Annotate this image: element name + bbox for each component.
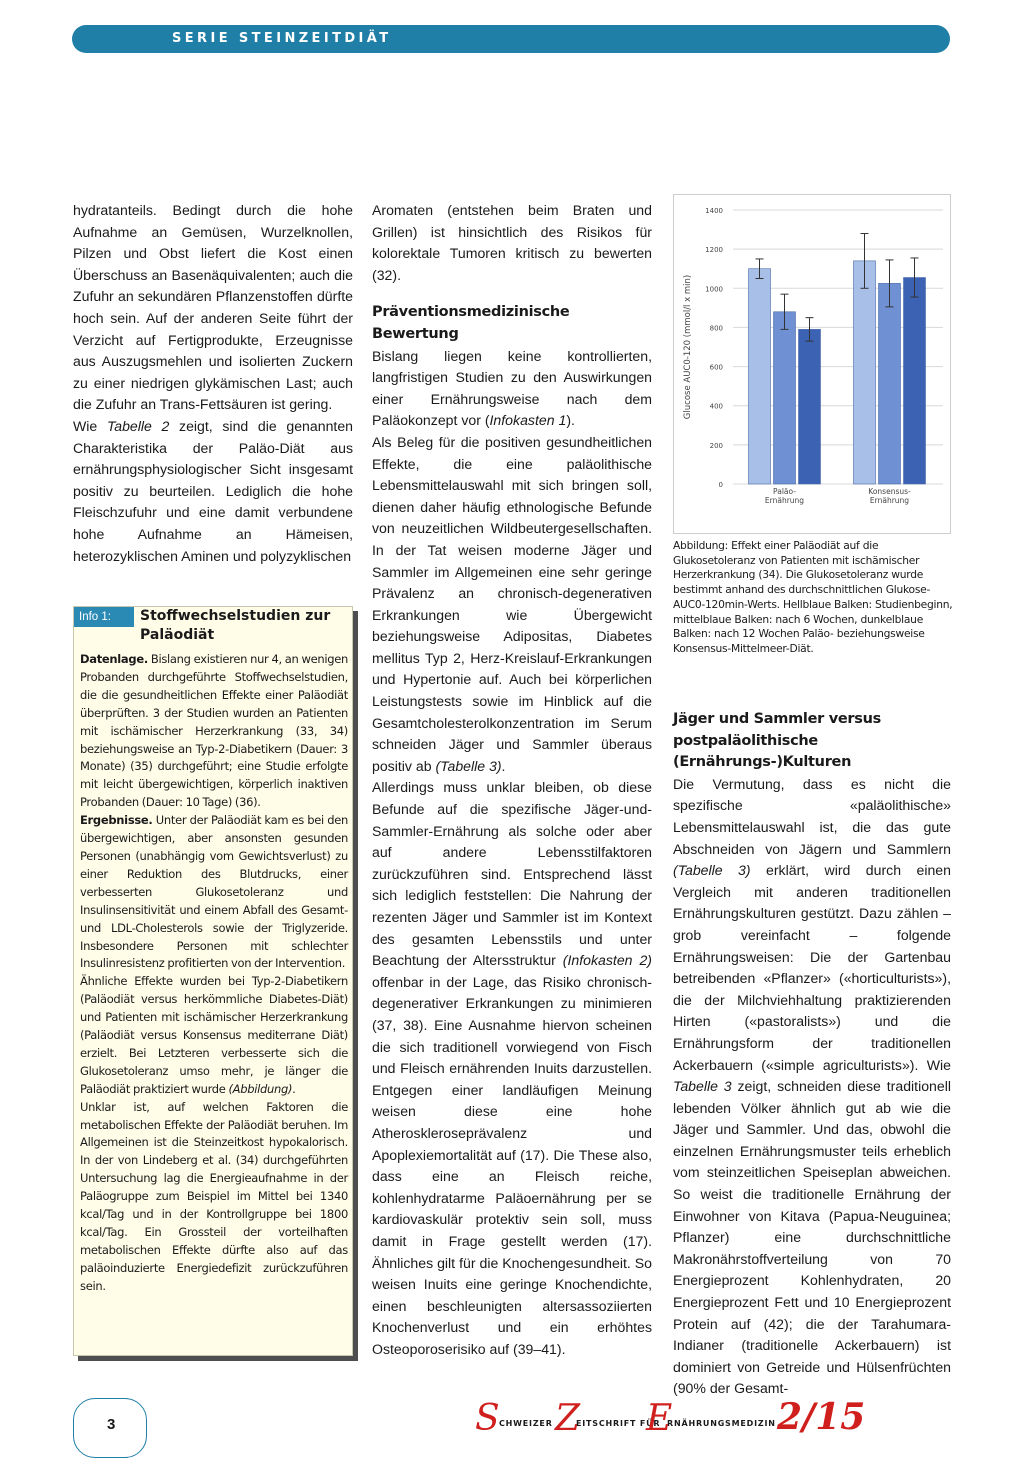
infobox-reference: (Infokasten 2) [562,952,652,969]
paragraph: Aromaten (entstehen beim Braten und Grillen) ist hinsichtlich des Risikos für kolorektale Tumoren kritisch zu bewerten (32). [372,202,652,283]
journal-letter-s: S [475,1398,500,1439]
figure-caption: Abbildung: Effekt einer Paläodiät auf die Glukosetoleranz von Patienten mit ischämischer Herzerkrankung (34). Die Glukosetoleranz wurde bestimmt anhand des durchschnittlichen Glukose-AUC0-120min-Werts. Hellblaue Balken: Studienbeginn, mittelblaue Balken: nach 6 Wochen, dunkelblaue Balken: nach 12 Wochen Paläo- beziehungsweise Konsensus-Mittelmeer-Diät. [673,539,953,655]
journal-word: EITSCHRIFT FÜR [576,1419,661,1428]
paragraph: Bislang liegen keine kontrollierten, langfristigen Studien zu den Auswirkungen einer Ernährungsweise nach dem Paläokonzept vor (Infokasten 1). [372,347,652,429]
table-reference: (Tabelle 3) [673,862,751,879]
journal-letter-z: Z [555,1398,581,1439]
y-tick-label: 1200 [705,246,723,255]
y-tick-label: 0 [718,481,723,489]
series-banner [72,25,950,53]
paragraph: hydratanteils. Bedingt durch die hohe Aufnahme an Gemüsen, Wurzelknollen, Pilzen und Obst liefert die Kost einen Überschuss an Basenäquivalenten; auch die Zufuhr an sekundären Pflanzenstoffen dürfte hoch sein. Auf der anderen Seite führt der Verzicht auf Fertigprodukte, Erzeugnisse aus Auszugsmehlen und isolierten Zuckern zu einer niedrigen glykämischen Last; auch die Zufuhr an Trans-Fettsäuren ist gering. [73,202,353,413]
table-reference: Tabelle 2 [106,417,170,434]
x-category-label: Paläo- [773,487,796,496]
bar [854,261,876,484]
y-tick-label: 200 [709,441,723,450]
journal-logo [475,1398,955,1448]
info-box-tag: Info 1: [74,607,134,627]
journal-word: CHWEIZER [499,1419,553,1428]
paragraph: Ähnliche Effekte wurden bei Typ-2-Diabetikern (Paläodiät versus herkömmliche Diabetes-Diät) und Patienten mit ischämischer Herzerkrankung (Paläodiät versus Konsensus mediterrane Diät) erzielt. Bei Letzteren verbesserte sich die Glukosetoleranz umso mehr, je länger die Paläodiät praktiziert wurde (Abbildung). [80,974,348,1096]
section-heading: Jäger und Sammler versus postpaläolithische (Ernährungs-)Kulturen [673,711,881,771]
table-reference: Tabelle 3 [673,1078,732,1095]
series-title: SERIE STEINZEITDIÄT [172,31,392,46]
infobox-reference: Infokasten 1 [489,412,567,429]
info-box-title: Stoffwechselstudien zur Paläodiät [140,608,331,643]
bar [904,278,926,484]
info-box-body [80,651,348,1296]
page-number-box [73,1398,147,1458]
paragraph: Allerdings muss unklar bleiben, ob diese Befunde auf die spezifische Jäger-und-Sammler-Ernährung als solche oder aber auf andere Lebensstilfaktoren zurückzuführen sind. Entsprechend lässt sich lediglich feststellen: Die Nahrung der rezenten Jäger und Sammler ist im Kontext des gesamten Lebensstils und unter Beachtung der Altersstruktur (Infokasten 2) offenbar in der Lage, das Risiko chronisch-degenerativer Erkrankungen zu minimieren (37, 38). Eine Ausnahme hiervon scheinen die sich traditionell vorwiegend von Fisch und Fleisch ernährenden Inuits darzustellen. Entgegen einer landläufigen Meinung weisen diese eine hohe Atheroskleroseprävalenz und Apoplexiemortalität auf (17). Die These also, dass eine an Fleisch reiche, kohlenhydratarme Paläoernährung per se kardiovaskulär protektiv sein soll, muss damit in Frage gestellt werden (17). Ähnliches gilt für die Knochengesundheit. So weisen Inuits eine geringe Knochendichte, einen beschleunigten altersassoziierten Knochenverlust und ein erhöhtes Osteoporoserisiko auf (39–41). [372,779,652,1357]
y-tick-label: 1400 [705,207,723,215]
x-category-label: Konsensus- [868,487,911,496]
paragraph: Als Beleg für die positiven gesundheitlichen Effekte, die eine paläolithische Lebensmittelauswahl mit sich bringen soll, dienen daher häufig ethnologische Befunde von neuzeitlichen Wildbeutergesellschaften. In der Tat weisen moderne Jäger und Sammler im Allgemeinen eine sehr geringe Prävalenz an chronisch-degenerativen Erkrankungen wie Übergewicht beziehungsweise Adipositas, Diabetes mellitus Typ 2, Herz-Kreislauf-Erkrankungen und Hypertonie auf. Auch bei körperlichen Leistungstests sowie im Hinblick auf die Gesamtcholesterolkonzentration im Serum schneiden Jäger und Sammler überaus positiv ab (Tabelle 3). [372,433,652,774]
paragraph: Die Vermutung, dass es nicht die spezifische «paläolithische» Lebensmittelauswahl ist, die das gute Abschneiden von Jägern und Sammlern (Tabelle 3) erklärt, wird durch einen Vergleich mit anderen traditionellen Ernährungskulturen gestützt. Dazu zählen – grob vereinfacht – folgende Ernährungsweisen: Die der Gartenbau betreibenden «Pflanzer» («horticulturists»), die der Milchviehhaltung praktizierenden Hirten («pastoralists») und die Ernährungsform der traditionellen Ackerbauern («simple agriculturists»). Wie Tabelle 3 zeigt, schneiden diese traditionell lebenden Völker ähnlich gut ab wie die Jäger und Sammler. Und das, obwohl die einzelnen Ernährungsmuster teils erheblich vom steinzeitlichen Speiseplan abweichen. So weist die traditionelle Ernährung der Einwohner von Kitava (Papua-Neuguinea; Pflanzer) eine durchschnittliche Makronährstoffverteilung von 70 Energieprozent Kohlenhydraten, 20 Energieprozent Fett und 10 Energieprozent Protein auf (42); die der Tarahumara-Indianer (traditionelle Ackerbauern) ist dominiert von Getreide und Hülsenfrüchten (90% der Gesamt- [673,775,951,1397]
text-column-1 [73,200,353,567]
bar [879,283,901,484]
table-reference: (Tabelle 3) [435,757,502,774]
x-category-label: Ernährung [869,496,910,505]
journal-word: RNÄHRUNGSMEDIZIN [667,1419,776,1428]
bar [749,269,771,484]
y-axis-label: Glucose AUC0-120 (mmol/l x min) [683,274,693,420]
text-column-2 [372,200,652,1360]
page-number: 3 [107,1416,116,1433]
journal-letter-e: E [646,1398,673,1439]
journal-issue: 2/15 [777,1396,866,1438]
bar [774,312,796,484]
paragraph: Wie Tabelle 2 zeigt, sind die genannten Charakteristika der Paläo-Diät aus ernährungsphysiologischer Sicht insgesamt positiv zu beurteilen. Lediglich die hohe Fleischzufuhr und eine damit verbundene hohe Aufnahme an Hämeisen, heterozyklischen Aminen und polyzyklischen [73,417,353,564]
info-box [73,606,353,1356]
paragraph: Datenlage. Bislang existieren nur 4, an wenigen Probanden durchgeführte Stoffwechselstudien, die die gesundheitlichen Effekte einer Paläodiät überprüften. 3 der Studien wurden an Patienten mit ischämischer Herzerkrankung (33, 34) beziehungsweise an Typ-2-Diabetikern (Dauer: 3 Monate) (35) durchgeführt; eine Studie erfolgte mit leicht übergewichtigen, körperlich inaktiven Probanden (Dauer: 10 Tage) (36). [80,652,348,810]
y-tick-label: 800 [709,324,723,333]
glucose-bar-chart [673,194,951,534]
text-column-3 [673,709,951,1400]
section-heading: Präventionsmedizinische Bewertung [372,304,570,342]
x-category-label: Ernährung [764,496,805,505]
figure-reference: (Abbildung) [228,1081,293,1096]
y-tick-label: 600 [709,363,723,372]
y-tick-label: 1000 [705,285,723,294]
chart-svg [673,194,951,534]
bar [799,329,821,484]
paragraph: Unklar ist, auf welchen Faktoren die metabolischen Effekte der Paläodiät beruhen. Im Allgemeinen ist die Steinzeitkost hypokalorisch. In der von Lindeberg et al. (34) durchgeführten Untersuchung lag die Energieaufnahme in der Paläogruppe zum Beispiel im Mittel bei 1340 kcal/Tag und in der Kontrollgruppe bei 1800 kcal/Tag. Ein Grossteil der vorteilhaften metabolischen Effekte dürfte also auf das paläoinduzierte Energiedefizit zurückzuführen sein. [80,1099,348,1293]
y-tick-label: 400 [709,402,723,411]
paragraph: Ergebnisse. Unter der Paläodiät kam es bei den übergewichtigen, aber ansonsten gesunden Personen (unabhängig vom Gewichtsverlust) zu einer Reduktion des Blutdrucks, einer verbesserten Glukosetoleranz und Insulinsensitivität und einem Abfall des Gesamt- und LDL-Cholesterols sowie der Triglyzeride. Insbesondere Personen mit schlechter Insulinresistenz profitierten von der Intervention. [80,813,348,971]
